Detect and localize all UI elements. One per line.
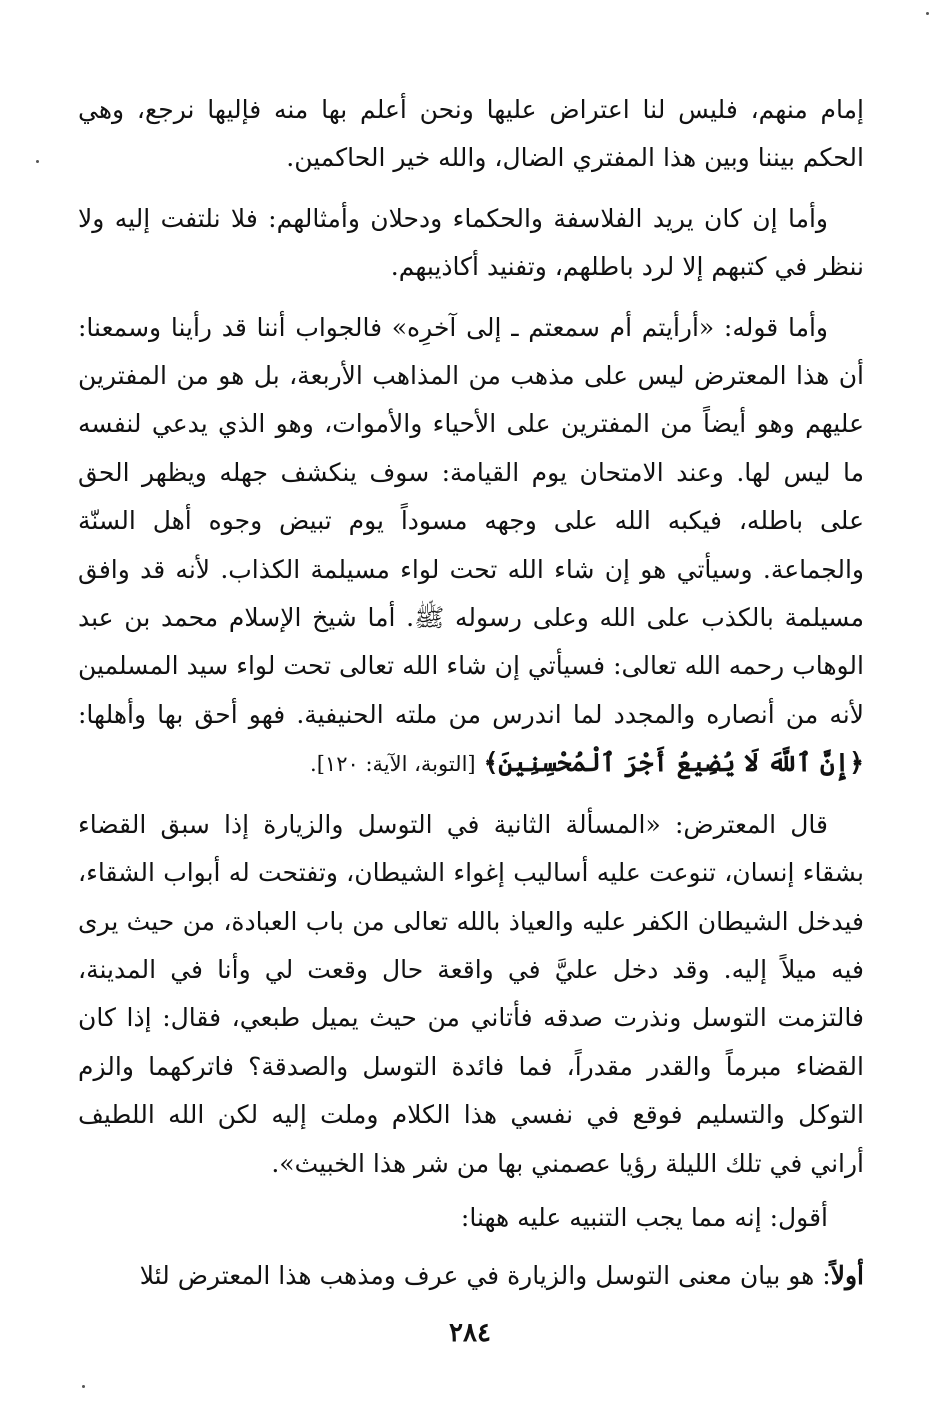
quran-verse: ﴿إِنَّ ٱللَّهَ لَا يُضِيعُ أَجْرَ ٱلْمُحْسِنِينَ﴾ <box>483 748 864 778</box>
paragraph-3 <box>78 304 864 789</box>
paragraph-6-text: : هو بيان معنى التوسل والزيارة في عرف ومذهب هذا المعترض لئلا <box>139 1261 831 1291</box>
paragraph-1-text: إمام منهم، فليس لنا اعتراض عليها ونحن أعلم بها منه فإليها نرجع، وهي الحكم بيننا وبين هذا المفتري الضال، والله خير الحاكمين. <box>78 95 864 173</box>
paragraph-1 <box>78 86 864 183</box>
paragraph-6-lead: أولاً <box>830 1261 864 1291</box>
page-body <box>78 86 864 1301</box>
paragraph-5-text: أقول: إنه مما يجب التنبيه عليه ههنا: <box>460 1202 828 1232</box>
scan-speck <box>82 1385 85 1388</box>
scan-speck <box>926 12 929 15</box>
scan-speck <box>36 160 39 163</box>
paragraph-5 <box>78 1194 864 1242</box>
page-number: ٢٨٤ <box>449 1318 491 1348</box>
paragraph-4-text: قال المعترض: «المسألة الثانية في التوسل والزيارة إذا سبق القضاء بشقاء إنسان، تنوعت عليه أساليب إغواء الشيطان، وتفتحت له أبواب الشقاء، فيدخل الشيطان الكفر عليه والعياذ بالله تعالى من باب العبادة، من حيث يرى فيه ميلاً إليه. وقد دخل عليَّ في واقعة حال وقعت لي وأنا في المدينة، فالتزمت التوسل ونذرت صدقه فأتاني من حيث يميل طبعي، فقال: إذا كان القضاء مبرماً والقدر مقدراً، فما فائدة التوسل والصدقة؟ فاتركهما والزم التوكل والتسليم فوقع في نفسي هذا الكلام وملت إليه لكن الله اللطيف أراني في تلك الليلة رؤيا عصمني بها من شر هذا الخبيث». <box>78 809 865 1178</box>
paragraph-6 <box>78 1252 864 1300</box>
paragraph-3-text: وأما قوله: «أرأيتم أم سمعتم ـ إلى آخرِه» فالجواب أننا قد رأينا وسمعنا: أن هذا المعترض ليس على مذهب من المذاهب الأربعة، بل هو من المفترين عليهم وهو أيضاً من المفترين على الأحياء والأموات، وهو الذي يدعي لنفسه ما ليس لها. وعند الامتحان يوم القيامة: سوف ينكشف جهله ويظهر الحق على باطله، فيكبه الله على وجهه مسوداً يوم تبيض وجوه أهل السنّة والجماعة. وسيأتي هو إن شاء الله تحت لواء مسيلمة الكذاب. لأنه قد وافق مسيلمة بالكذب على الله وعلى رسوله ﷺ. أما شيخ الإسلام محمد بن عبد الوهاب رحمه الله تعالى: فسيأتي إن شاء الله تعالى تحت لواء سيد المسلمين لأنه من أنصاره والمجدد لما اندرس من ملته الحنيفية. فهو أحق بها وأهلها: <box>78 312 864 729</box>
paragraph-2-text: وأما إن كان يريد الفلاسفة والحكماء ودحلان وأمثالهم: فلا نلتفت إليه ولا ننظر في كتبهم إلا لرد باطلهم، وتفنيد أكاذيبهم. <box>78 203 864 282</box>
verse-reference: [التوبة، الآية: ١٢٠]. <box>310 752 476 777</box>
paragraph-4 <box>78 801 864 1188</box>
paragraph-2 <box>78 195 864 292</box>
